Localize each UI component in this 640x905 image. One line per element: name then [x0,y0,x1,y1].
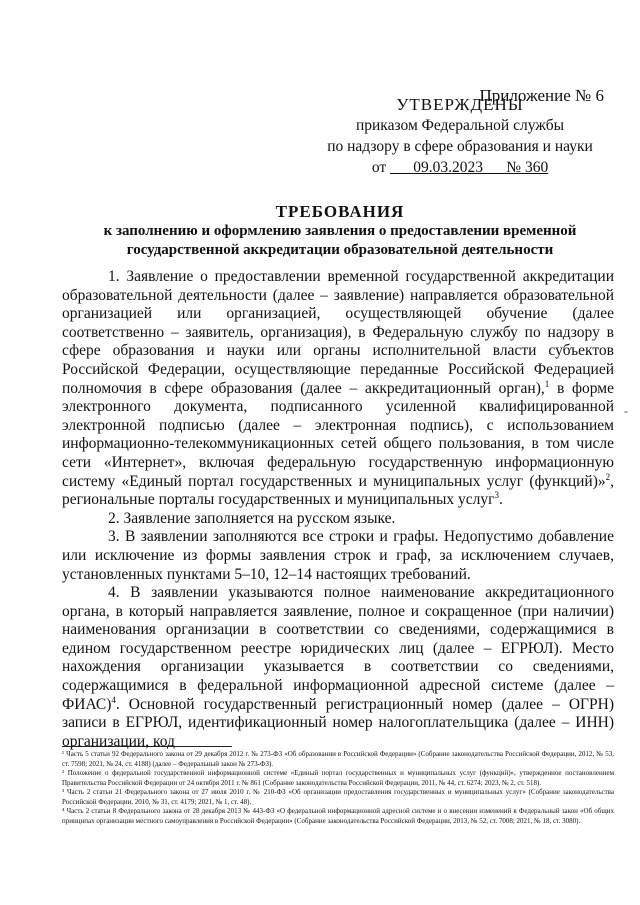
order-number: 360 [524,159,549,176]
appendix-label: Приложение № 6 [479,86,604,105]
margin-mark: - [624,404,628,418]
paragraph-1: 1. Заявление о предоставлении временной государственной аккредитации образовательной деятельности (далее – заявление) направляется образовательной организацией или организацией, осуществляющей обучение (далее соответственно – заявитель, организация), в Федеральную службу по надзору в сфере образования и науки или органы исполнительной власти субъектов Российской Федерации, осуществляющие переданные Российской Федерацией полномочия в сфере образования (далее – аккредитационный орган),$^1$ в форме электронного документа, подписанного усиленной квалифицированной электронной подписью (далее – электронная подпись), с использованием информационно-телекоммуникационных сетей общего пользования, в том числе сети «Интернет», включая федеральную государственную информационную систему «Единый портал государственных и муниципальных услуг (функций)»$^2$, региональные порталы государственных и муниципальных услуг$^3$. [62,268,614,509]
order-line-2: по надзору в сфере образования и науки [327,138,593,155]
order-date: 09.03.2023 № 360 [413,159,549,176]
footnote-ref-2: 2 [605,471,611,482]
paragraph-2: 2. Заявление заполняется на русском языке. [108,509,396,527]
number-prefix: № [506,159,522,176]
footnote-divider [62,746,232,747]
footnote-ref-3: 3 [494,489,499,500]
footnote-4: ⁴ Часть 2 статьи 8 Федерального закона от 28 декабря 2013 № 443-ФЗ «О федеральной информационной адресной системе и о внесении изменений в Федеральный закон «Об общих принципах организации местного самоуправления в Российской Федерации» (Собрание законодательства Российской Федерации, 2013, № 52, ст. 7008; 2021, № 18, ст. 3080). [62,807,614,825]
footnote-ref-4: 4 [111,694,116,705]
document-title: ТРЕБОВАНИЯ [275,202,405,221]
paragraph-3: 3. В заявлении заполняются все строки и графы. Недопустимо добавление или исключение из формы заявления строк и граф, за исключением случаев, установленных пунктами 5–10, 12–14 настоящих требований. [62,528,614,583]
order-line-1: приказом Федеральной службы [355,117,565,134]
footnotes [62,750,614,826]
approved-heading: УТВЕРЖДЕНЫ [396,95,524,114]
document-subtitle: к заполнению и оформлению заявления о предоставлении временной государственной аккредитации образовательной деятельности [103,223,577,258]
date-prefix: от [371,159,387,176]
footnote-ref-1: 1 [544,378,550,389]
order-date-line [300,157,620,178]
approval-block [300,94,620,178]
footnote-3: ³ Часть 2 статьи 21 Федерального закона от 27 июля 2010 г. № 210-ФЗ «Об организации предоставления государственных и муниципальных услуг» (Собрание законодательства Российской Федерации, 2010, № 31, ст. 4179; 2021, № 1, ст. 48). [62,788,614,806]
document-body [62,268,614,751]
footnote-2: ² Положение о федеральной государственной информационной системе «Единый портал государственных и муниципальных услуг (функций)», утвержденное постановлением Правительства Российской Федерации от 24 октября 2011 г. № 861 (Собрание законодательства Российской Федерации, 2011, № 44, ст. 6274; 2023, № 2, ст. 518). [62,769,614,787]
paragraph-4: 4. В заявлении указываются полное наименование аккредитационного органа, в который направляется заявление, полное и сокращенное (при наличии) наименования организации в соответствии со сведениями, содержащимися в едином государственном реестре юридических лиц (далее – ЕГРЮЛ). Место нахождения организации указывается в соответствии со сведениями, содержащимися в федеральной информационной адресной системе (далее – ФИАС)$^4$. Основной государственный регистрационный номер (далее – ОГРН) записи в ЕГРЮЛ, идентификационный номер налогоплательщика (далее – ИНН) организации, код [62,584,614,750]
footnote-1: ¹ Часть 5 статьи 92 Федерального закона от 29 декабря 2012 г. № 273-ФЗ «Об образовании в Российской Федерации» (Собрание законодательства Российской Федерации, 2012, № 53, ст. 7598; 2021, № 24, ст. 4188) (далее – Федеральный закон № 273-ФЗ). [62,750,614,768]
